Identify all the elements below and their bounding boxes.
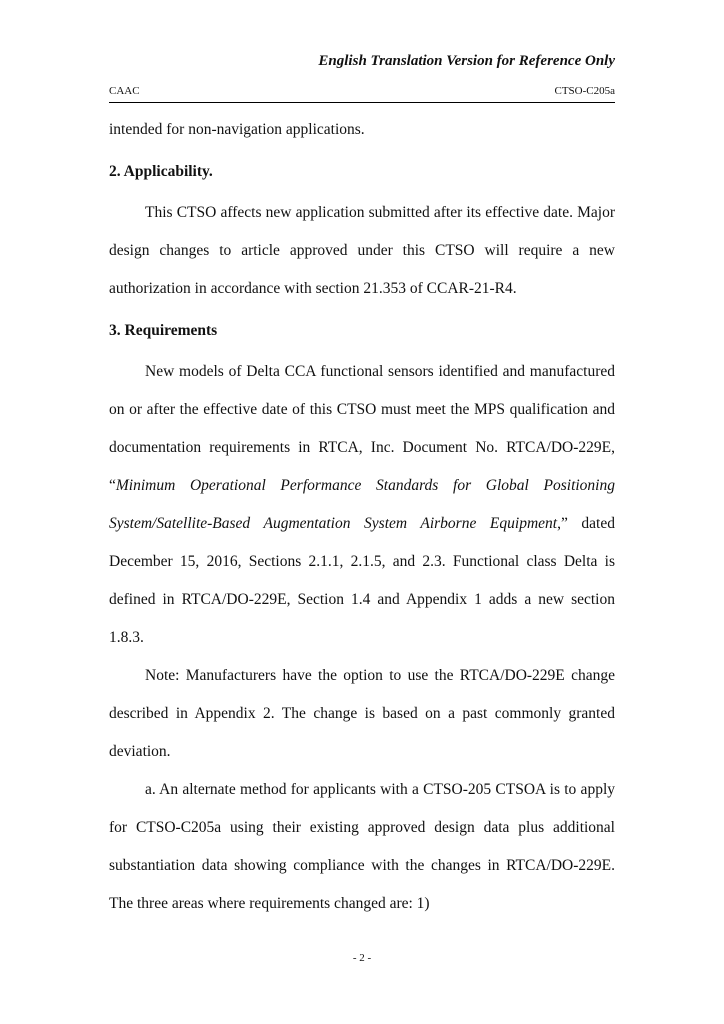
continued-paragraph: intended for non-navigation applications. <box>109 121 365 138</box>
standard-title: Minimum Operational Performance Standards for Global Positioning System/Satellite-Based Augmentation System Airborne Equipment <box>109 477 615 532</box>
header-doc-id: CTSO-C205a <box>554 85 615 97</box>
section-heading-requirements: 3. Requirements <box>109 322 218 339</box>
applicability-paragraph: This CTSO affects new application submitted after its effective date. Major design changes to article approved under this CTSO will require a new authorization in accordance with section 21.353 of CCAR-21-R4. <box>109 204 615 297</box>
document-body <box>109 111 615 923</box>
requirements-text-end: ,” dated December 15, 2016, Sections 2.1.1, 2.1.5, and 2.3. Functional class Delta is defined in RTCA/DO-229E, Section 1.4 and Appendix 1 adds a new section 1.8.3. <box>109 515 615 646</box>
alternate-method-paragraph: a. An alternate method for applicants with a CTSO-205 CTSOA is to apply for CTSO-C205a using their existing approved design data plus additional substantiation data showing compliance with the changes in RTCA/DO-229E. The three areas where requirements changed are: 1) <box>109 781 615 912</box>
page-number: - 2 - <box>352 952 372 964</box>
header-agency: CAAC <box>109 85 140 97</box>
note-paragraph: Note: Manufacturers have the option to use the RTCA/DO-229E change described in Appendix 2. The change is based on a past commonly granted deviation. <box>109 667 615 760</box>
requirements-paragraph <box>109 353 615 657</box>
translation-banner: English Translation Version for Reference Only <box>318 53 615 69</box>
requirements-text-start: New models of Delta CCA functional sensors identified and manufactured on or after the effective date of this CTSO must meet the MPS qualification and documentation requirements in RTCA, Inc. Document No. RTCA/DO-229E, “ <box>109 363 615 494</box>
page-header <box>109 85 615 103</box>
section-heading-applicability: 2. Applicability. <box>109 163 213 180</box>
